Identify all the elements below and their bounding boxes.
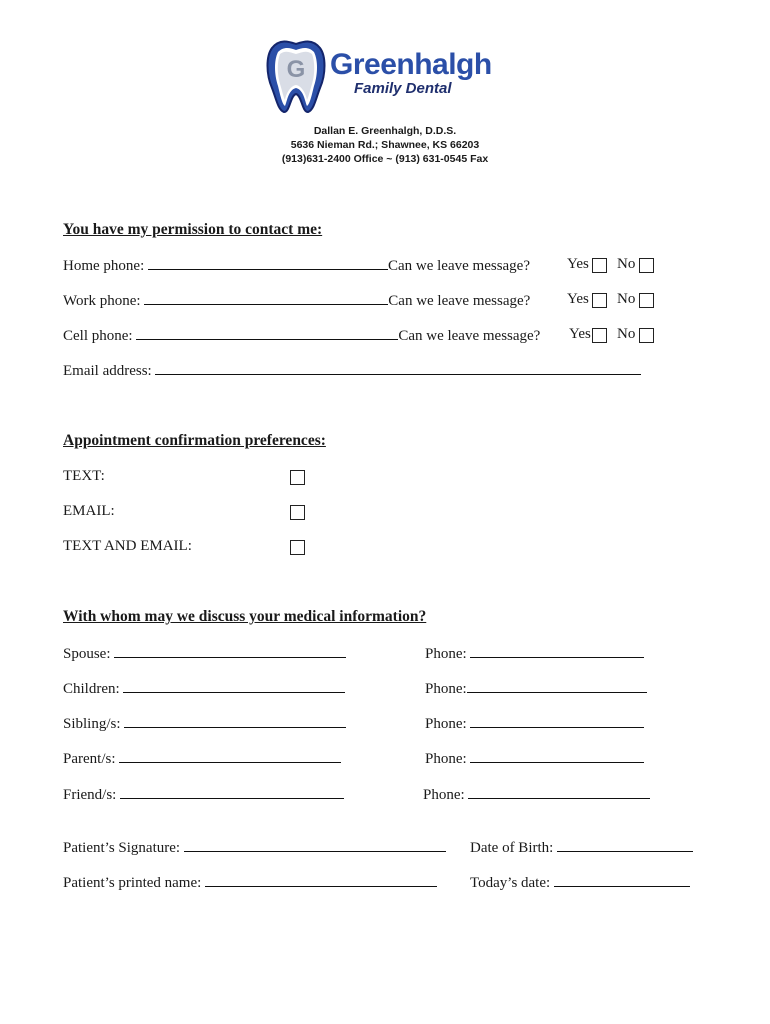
cell-no-checkbox[interactable]	[639, 328, 654, 343]
spouse-phone-label: Phone:	[425, 646, 467, 662]
signature-row	[63, 838, 446, 857]
logo-g-letter: G	[286, 56, 306, 83]
today-date-label: Today’s date:	[470, 875, 551, 891]
email-option-label: EMAIL:	[63, 503, 115, 519]
children-row	[63, 679, 345, 698]
siblings-phone-field[interactable]	[470, 714, 644, 728]
home-no-checkbox[interactable]	[639, 258, 654, 273]
parents-phone-label: Phone:	[425, 751, 467, 767]
parents-row	[63, 749, 341, 768]
email-option-checkbox[interactable]	[290, 505, 305, 520]
email-field[interactable]	[155, 361, 641, 375]
siblings-phone-row	[425, 714, 644, 733]
cell-phone-row	[63, 326, 540, 345]
siblings-row	[63, 714, 346, 733]
text-option-label: TEXT:	[63, 468, 105, 484]
dob-row	[470, 838, 693, 857]
cell-phone-field[interactable]	[136, 326, 398, 340]
friends-field[interactable]	[120, 785, 344, 799]
work-no-label: No	[617, 291, 636, 307]
parents-phone-field[interactable]	[470, 749, 644, 763]
parents-label: Parent/s:	[63, 751, 116, 767]
address-line-1: Dallan E. Greenhalgh, D.D.S.	[313, 125, 457, 137]
logo-subtitle: Family Dental	[354, 80, 452, 97]
work-phone-row	[63, 291, 530, 310]
spouse-row	[63, 644, 346, 663]
home-message-question: Can we leave message?	[387, 258, 531, 274]
today-date-field[interactable]	[554, 873, 690, 887]
parents-phone-row	[425, 749, 644, 768]
friends-label: Friend/s:	[63, 787, 117, 803]
text-option-checkbox[interactable]	[290, 470, 305, 485]
cell-message-question: Can we leave message?	[398, 328, 541, 344]
home-phone-field[interactable]	[148, 256, 388, 270]
patient-signature-field[interactable]	[184, 838, 446, 852]
patient-signature-label: Patient’s Signature:	[63, 840, 181, 856]
text-and-email-option-label: TEXT AND EMAIL:	[63, 538, 192, 554]
contact-heading: You have my permission to contact me:	[63, 221, 323, 238]
friends-phone-field[interactable]	[468, 785, 650, 799]
tooth-logo-icon	[262, 34, 332, 114]
spouse-label: Spouse:	[63, 646, 111, 662]
address-line-3: (913)631-2400 Office ~ (913) 631-0545 Fax	[281, 153, 489, 165]
work-yes-label: Yes	[567, 291, 589, 307]
parents-field[interactable]	[119, 749, 341, 763]
text-and-email-option-checkbox[interactable]	[290, 540, 305, 555]
children-field[interactable]	[123, 679, 345, 693]
home-yes-checkbox[interactable]	[592, 258, 607, 273]
work-phone-field[interactable]	[144, 291, 388, 305]
discuss-heading: With whom may we discuss your medical information?	[63, 608, 427, 625]
work-no-checkbox[interactable]	[639, 293, 654, 308]
friends-phone-row	[423, 785, 650, 804]
address-line-2: 5636 Nieman Rd.; Shawnee, KS 66203	[290, 139, 480, 151]
children-phone-label: Phone:	[425, 681, 467, 697]
date-of-birth-field[interactable]	[557, 838, 693, 852]
logo	[262, 34, 522, 114]
home-no-label: No	[617, 256, 636, 272]
siblings-label: Sibling/s:	[63, 716, 121, 732]
siblings-phone-label: Phone:	[425, 716, 467, 732]
friends-row	[63, 785, 344, 804]
email-label: Email address:	[63, 363, 152, 379]
work-message-question: Can we leave message?	[388, 293, 531, 309]
spouse-phone-row	[425, 644, 644, 663]
logo-name: Greenhalgh	[330, 48, 492, 81]
work-yes-checkbox[interactable]	[592, 293, 607, 308]
cell-yes-checkbox[interactable]	[592, 328, 607, 343]
siblings-field[interactable]	[124, 714, 346, 728]
cell-phone-label: Cell phone:	[63, 328, 133, 344]
home-yes-label: Yes	[567, 256, 589, 272]
spouse-phone-field[interactable]	[470, 644, 644, 658]
cell-yes-label: Yes	[569, 326, 591, 342]
spouse-field[interactable]	[114, 644, 346, 658]
appointment-heading: Appointment confirmation preferences:	[63, 432, 326, 449]
home-phone-row	[63, 256, 530, 275]
date-of-birth-label: Date of Birth:	[470, 840, 554, 856]
cell-no-label: No	[617, 326, 636, 342]
children-phone-field[interactable]	[467, 679, 647, 693]
friends-phone-label: Phone:	[423, 787, 465, 803]
today-date-row	[470, 873, 690, 892]
children-label: Children:	[63, 681, 120, 697]
work-phone-label: Work phone:	[63, 293, 141, 309]
printed-name-row	[63, 873, 437, 892]
email-row	[63, 361, 641, 380]
printed-name-field[interactable]	[205, 873, 437, 887]
printed-name-label: Patient’s printed name:	[63, 875, 202, 891]
children-phone-row	[425, 679, 647, 698]
home-phone-label: Home phone:	[63, 258, 145, 274]
